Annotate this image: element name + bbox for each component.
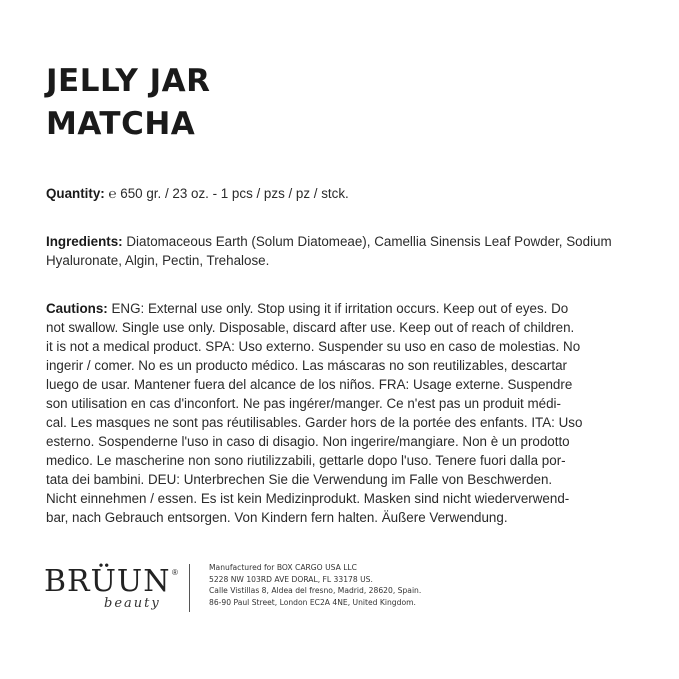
footer [44, 562, 604, 622]
cautions-line: bar, nach Gebrauch entsorgen. Von Kindern fern halten. Äußere Verwendung. [46, 510, 508, 525]
cautions-line: not swallow. Single use only. Disposable, discard after use. Keep out of reach of children. [46, 320, 575, 335]
cautions-line: esterno. Sospenderne l'uso in caso di disagio. Non ingerire/mangiare. Non è un prodotto [46, 434, 570, 449]
manufacturer-line: Calle Vistillas 8, Aldea del fresno, Madrid, 28620, Spain. [209, 586, 422, 596]
manufacturer-info [209, 562, 421, 608]
manufacturer-line: Manufactured for BOX CARGO USA LLC [209, 563, 357, 572]
cautions-line: it is not a medical product. SPA: Uso externo. Suspender su uso en caso de molestias. No [46, 339, 581, 354]
cautions-section [46, 299, 634, 527]
quantity-section [46, 184, 634, 203]
footer-divider [189, 564, 190, 612]
cautions-line: luego de usar. Mantener fuera del alcance de los niños. FRA: Usage externe. Suspendre [46, 377, 573, 392]
ingredients-label: Ingredients: [46, 234, 123, 249]
cautions-line: medico. Le mascherine non sono riutilizzabili, gettarle dopo l'uso. Tenere fuori dalla por- [46, 453, 566, 468]
cautions-line: ingerir / comer. No es un producto médico. Las máscaras no son reutilizables, descartar [46, 358, 567, 373]
brand-logo-sub: beauty [104, 596, 161, 611]
registered-mark: ® [172, 568, 178, 577]
cautions-line: Cautions: ENG: External use only. Stop using it if irritation occurs. Keep out of eyes. Do [46, 301, 569, 316]
brand-logo-name: BRÜUN [44, 564, 171, 599]
quantity-value: ℮ 650 gr. / 23 oz. - 1 pcs / pzs / pz / stck. [108, 186, 349, 201]
cautions-label: Cautions: [46, 301, 108, 316]
cautions-line: son utilisation en cas d'inconfort. Ne pas ingérer/manger. Ce n'est pas un produit médi- [46, 396, 561, 411]
cautions-line: tata dei bambini. DEU: Unterbrechen Sie die Verwendung im Falle von Beschwerden. [46, 472, 553, 487]
ingredients-section [46, 232, 634, 270]
product-title-line-2: MATCHA [46, 106, 196, 142]
cautions-line: Nicht einnehmen / essen. Es ist kein Medizinprodukt. Masken sind nicht wiederverwend- [46, 491, 570, 506]
brand-logo [44, 564, 184, 624]
manufacturer-line: 86-90 Paul Street, London EC2A 4NE, United Kingdom. [209, 597, 416, 607]
product-title [46, 60, 211, 146]
ingredients-value: Diatomaceous Earth (Solum Diatomeae), Camellia Sinensis Leaf Powder, Sodium Hyaluronate, Algin, Pectin, Trehalose. [46, 234, 612, 268]
quantity-label: Quantity: [46, 186, 105, 201]
cautions-line: cal. Les masques ne sont pas réutilisables. Garder hors de la portée des enfants. ITA: Uso [46, 415, 583, 430]
manufacturer-line: 5228 NW 103RD AVE DORAL, FL 33178 US. [209, 574, 373, 584]
product-title-line-1: JELLY JAR [46, 63, 211, 99]
